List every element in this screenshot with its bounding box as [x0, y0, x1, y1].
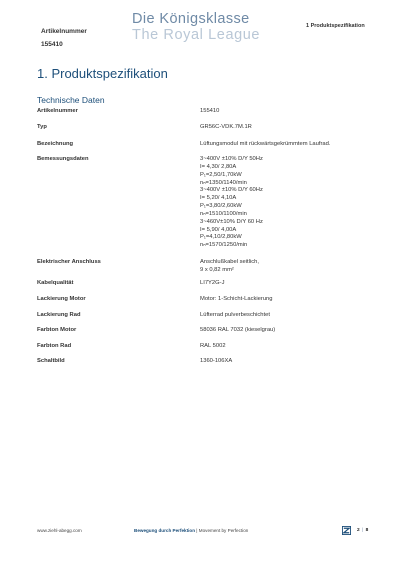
- spec-value-line: Lüfterrad pulverbeschichtet: [200, 312, 270, 318]
- brand-title-de: Die Königsklasse: [132, 11, 250, 27]
- spec-label: Bemessungsdaten: [37, 156, 89, 162]
- header-article-value: 155410: [41, 41, 63, 48]
- spec-value: [200, 156, 263, 250]
- tagline-separator: |: [196, 528, 198, 533]
- spec-value: [200, 124, 252, 132]
- spec-value: [200, 280, 225, 288]
- spec-value-line: RAL 5002: [200, 343, 226, 349]
- footer-url[interactable]: www.ziehl-abegg.com: [37, 528, 82, 533]
- spec-value: [200, 312, 270, 320]
- header-section-ref: 1 Produktspezifikation: [306, 23, 365, 29]
- spec-value-line: 9 x 0,82 mm²: [200, 266, 234, 273]
- spec-value-line: nₙ=1570/1250/min: [200, 242, 248, 249]
- spec-value-line: LI7Y2G-J: [200, 280, 225, 286]
- spec-value-line: P₁=3,80/2,60kW: [200, 203, 242, 210]
- spec-value-line: nₙ=1350/1140/min: [200, 179, 247, 186]
- spec-value-line: I= 5,90/ 4,00A: [200, 226, 237, 233]
- header-article-label: Artikelnummer: [41, 28, 87, 35]
- spec-label: Farbton Rad: [37, 343, 72, 349]
- spec-value-line: 3~400V ±10% D/Y 60Hz: [200, 187, 263, 194]
- spec-label: Farbton Motor: [37, 327, 77, 333]
- spec-label: Lackierung Motor: [37, 296, 86, 302]
- spec-value-line: P₁=2,50/1,70kW: [200, 171, 242, 178]
- footer-tagline: [134, 528, 248, 533]
- spec-value-line: P₁=4,10/2,80kW: [200, 234, 242, 241]
- spec-value-line: I= 4,30/ 2,80A: [200, 163, 237, 170]
- tagline-rest: Movement by Perfection: [198, 528, 249, 533]
- spec-label: Lackierung Rad: [37, 312, 81, 318]
- spec-label: Kabelqualität: [37, 280, 74, 286]
- spec-value-line: 58036 RAL 7032 (kieselgrau): [200, 327, 276, 333]
- tagline-bold: Bewegung durch Perfektion: [134, 528, 196, 533]
- spec-value-line: 1360-106XA: [200, 358, 233, 364]
- spec-value-line: Anschlußkabel seitlich,: [200, 259, 259, 265]
- spec-value-line: Lüftungsmodul mit rückwärtsgekrümmtem Laufrad.: [200, 141, 331, 147]
- spec-value-line: nₙ=1510/1100/min: [200, 210, 247, 217]
- spec-value-line: Motor: 1-Schicht-Lackierung: [200, 296, 273, 302]
- spec-label: Elektrischer Anschluss: [37, 259, 101, 265]
- spec-value-line: 3~400V ±10% D/Y 50Hz: [200, 156, 263, 162]
- spec-value: [200, 296, 273, 304]
- ziehl-abegg-logo-icon: [342, 526, 351, 535]
- spec-value-line: GR56C-VDK.7M.1R: [200, 124, 252, 130]
- page-title: 1. Produktspezifikation: [37, 66, 168, 81]
- brand-title-en: The Royal League: [132, 27, 261, 43]
- page-total: 8: [365, 528, 369, 533]
- spec-value: [200, 327, 275, 335]
- spec-value-line: 3~460V±10% D/Y 60 Hz: [200, 218, 263, 225]
- spec-label: Artikelnummer: [37, 108, 78, 114]
- spec-value-line: 155410: [200, 108, 220, 114]
- spec-value: [200, 141, 330, 149]
- spec-value: [200, 259, 259, 275]
- page-separator: |: [362, 528, 364, 533]
- spec-label: Typ: [37, 124, 47, 130]
- section-title: Technische Daten: [37, 95, 105, 105]
- spec-value: [200, 358, 232, 366]
- page-number: 2: [357, 528, 360, 533]
- page-indicator: [357, 528, 368, 533]
- spec-label: Schaltbild: [37, 358, 65, 364]
- spec-value-line: I= 5,20/ 4,10A: [200, 195, 237, 202]
- spec-value: [200, 108, 219, 116]
- spec-value: [200, 343, 226, 351]
- spec-label: Bezeichnung: [37, 141, 74, 147]
